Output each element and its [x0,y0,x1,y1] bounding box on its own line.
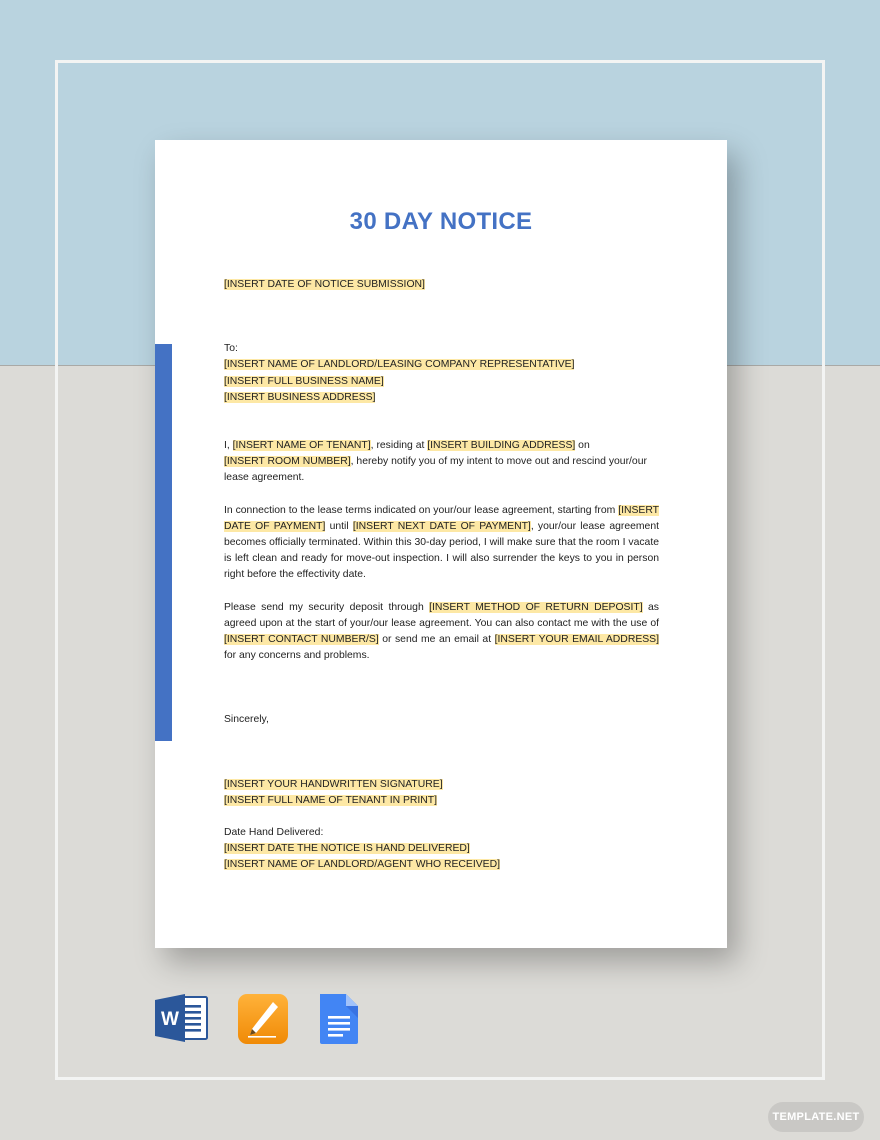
text: , hereby notify you of my intent to move out and rescind your/our lease agreement. [224,456,647,484]
apple-pages-icon[interactable] [237,993,289,1050]
placeholder-contact-number: [INSERT CONTACT NUMBER/S] [224,634,379,646]
document-body [224,277,659,874]
placeholder-payment-date: [INSERT DATE OF PAYMENT] [224,504,659,532]
text: , your/our lease agreement becomes officially terminated. Within this 30-day period, I will make sure that the room I vacate is left clean and ready for move-out inspection. I will also surrender the keys to you in person right before the effectivity date. [224,520,659,581]
paragraph-deposit [224,600,659,665]
placeholder-delivery-date: [INSERT DATE THE NOTICE IS HAND DELIVERED] [224,843,470,855]
placeholder-signature: [INSERT YOUR HANDWRITTEN SIGNATURE] [224,778,443,790]
document-page [155,140,727,948]
placeholder-building-address: [INSERT BUILDING ADDRESS] [427,440,576,452]
recipient-line [224,374,659,390]
text: as agreed upon at the start of your/our lease agreement. You can also contact me with the use of [224,601,659,629]
document-title: 30 DAY NOTICE [349,208,533,235]
recipient-line [224,390,659,406]
placeholder-return-method: [INSERT METHOD OF RETURN DEPOSIT] [429,601,643,613]
placeholder-tenant-name: [INSERT NAME OF TENANT] [232,440,371,452]
text: I, [224,440,233,452]
placeholder-room-number: [INSERT ROOM NUMBER] [224,456,351,468]
paragraph-lease-terms [224,503,659,584]
text: , residing at [370,440,428,452]
text: on [575,440,590,452]
closing: Sincerely, [224,714,269,726]
placeholder-receiver-name: [INSERT NAME OF LANDLORD/AGENT WHO RECEIVED] [224,859,500,871]
placeholder-landlord-name: [INSERT NAME OF LANDLORD/LEASING COMPANY REPRESENTATIVE] [224,359,575,371]
to-label: To: [224,343,238,355]
template-net-watermark: TEMPLATE.NET [768,1102,864,1132]
microsoft-word-icon[interactable] [155,993,209,1048]
delivered-label: Date Hand Delivered: [224,827,324,839]
text: or send me an email at [378,634,495,646]
placeholder-next-payment-date: [INSERT NEXT DATE OF PAYMENT] [352,520,531,532]
recipient-line [224,357,659,373]
accent-bar [155,344,172,741]
placeholder-printed-name: [INSERT FULL NAME OF TENANT IN PRINT] [224,794,438,806]
placeholder-date: [INSERT DATE OF NOTICE SUBMISSION] [224,279,425,290]
text: Please send my security deposit through [224,601,430,613]
delivered-line [224,841,659,857]
text: In connection to the lease terms indicated on your/our lease agreement, starting from [224,504,619,516]
svg-text:W: W [161,1009,179,1030]
paragraph-intent [224,438,659,487]
signature-line [224,777,659,793]
placeholder-business-address: [INSERT BUSINESS ADDRESS] [224,391,376,403]
text: until [325,520,353,532]
signature-line [224,793,659,809]
date-line [224,277,659,293]
google-docs-icon[interactable] [318,993,360,1050]
delivered-line [224,857,659,873]
text: for any concerns and problems. [224,650,370,662]
placeholder-email: [INSERT YOUR EMAIL ADDRESS] [494,634,659,646]
placeholder-business-name: [INSERT FULL BUSINESS NAME] [224,375,384,387]
